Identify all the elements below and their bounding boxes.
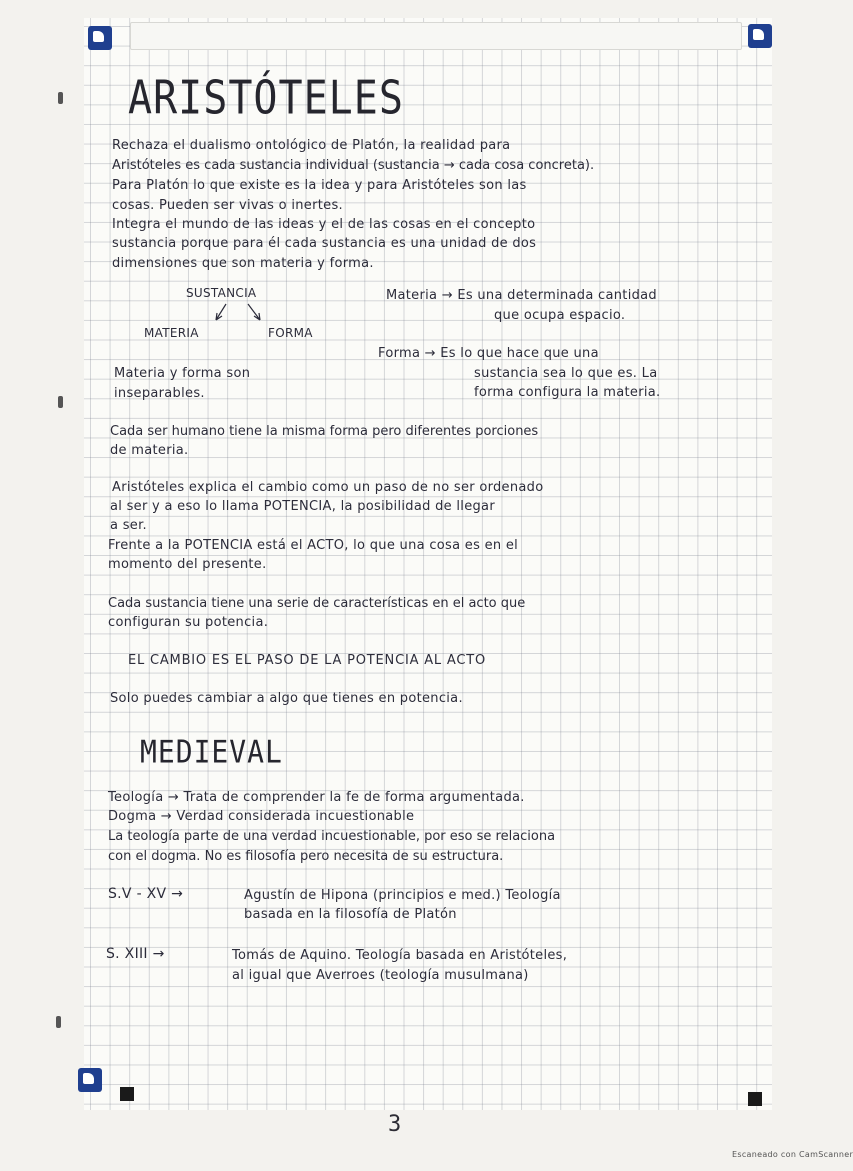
paragraph-line: a ser. <box>110 518 147 533</box>
paragraph-line: Frente a la POTENCIA está el ACTO, lo que una cosa es en el <box>108 538 519 553</box>
paragraph-line: momento del presente. <box>108 557 267 572</box>
arrow-right <box>248 304 260 320</box>
materia-definition: que ocupa espacio. <box>494 308 626 323</box>
section-title: MEDIEVAL <box>140 734 283 771</box>
key-statement: EL CAMBIO ES EL PASO DE LA POTENCIA AL ACTO <box>128 653 486 668</box>
paragraph-line: sustancia porque para él cada sustancia es una unidad de dos <box>112 236 537 251</box>
sxiii-label: S. XIII → <box>106 946 165 962</box>
corner-square-bottom-left <box>120 1087 134 1101</box>
paragraph-line: Rechaza el dualismo ontológico de Platón, la realidad para <box>112 138 511 153</box>
diagram-root: SUSTANCIA <box>186 286 257 300</box>
sv-line: Agustín de Hipona (principios e med.) Teología <box>244 888 561 903</box>
sxiii-line: al igual que Averroes (teología musulmana) <box>232 968 529 983</box>
header-strip <box>130 22 742 50</box>
scanner-watermark: Escaneado con CamScanner <box>732 1150 853 1159</box>
paragraph-line: de materia. <box>110 443 189 458</box>
diagram-arrows <box>196 300 286 326</box>
paragraph-line: dimensiones que son materia y forma. <box>112 256 374 271</box>
materia-definition: Materia → Es una determinada cantidad <box>386 288 657 303</box>
corner-marker-bottom-left <box>78 1068 102 1092</box>
arrow-left <box>216 304 226 320</box>
page-number: 3 <box>388 1112 402 1137</box>
medieval-line: La teología parte de una verdad incuestionable, por eso se relaciona <box>108 829 556 844</box>
forma-definition: sustancia sea lo que es. La <box>474 366 658 381</box>
corner-square-bottom-right <box>748 1092 762 1106</box>
diagram-left: MATERIA <box>144 326 199 340</box>
inseparables-note: Materia y forma son <box>114 366 251 381</box>
forma-definition: Forma → Es lo que hace que una <box>378 346 599 361</box>
corner-marker-top-left <box>88 26 112 50</box>
binder-hole <box>58 396 63 408</box>
medieval-line: Teología → Trata de comprender la fe de forma argumentada. <box>108 790 525 805</box>
medieval-line: con el dogma. No es filosofía pero necesita de su estructura. <box>108 849 504 864</box>
paragraph-line: Aristóteles explica el cambio como un paso de no ser ordenado <box>112 480 544 495</box>
paragraph-line: Cada ser humano tiene la misma forma pero diferentes porciones <box>110 424 539 439</box>
paragraph-line: Integra el mundo de las ideas y el de las cosas en el concepto <box>112 217 536 232</box>
forma-definition: forma configura la materia. <box>474 385 661 400</box>
sv-line: basada en la filosofía de Platón <box>244 907 457 922</box>
page-title: ARISTÓTELES <box>128 72 404 125</box>
paragraph-line: Aristóteles es cada sustancia individual (sustancia → cada cosa concreta). <box>112 158 595 173</box>
sv-label: S.V - XV → <box>108 886 184 902</box>
diagram-right: FORMA <box>268 326 313 340</box>
corner-marker-top-right <box>748 24 772 48</box>
paragraph-line: Cada sustancia tiene una serie de características en el acto que <box>108 596 526 611</box>
paragraph-line: configuran su potencia. <box>108 615 269 630</box>
inseparables-note: inseparables. <box>114 386 205 401</box>
paragraph-line: al ser y a eso lo llama POTENCIA, la posibilidad de llegar <box>110 499 495 514</box>
binder-hole <box>56 1016 61 1028</box>
paragraph-line: cosas. Pueden ser vivas o inertes. <box>112 198 343 213</box>
binder-hole <box>58 92 63 104</box>
medieval-line: Dogma → Verdad considerada incuestionable <box>108 809 415 824</box>
sxiii-line: Tomás de Aquino. Teología basada en Aristóteles, <box>232 948 568 963</box>
paragraph-line: Para Platón lo que existe es la idea y para Aristóteles son las <box>112 178 527 193</box>
paragraph-line: Solo puedes cambiar a algo que tienes en potencia. <box>110 691 463 706</box>
